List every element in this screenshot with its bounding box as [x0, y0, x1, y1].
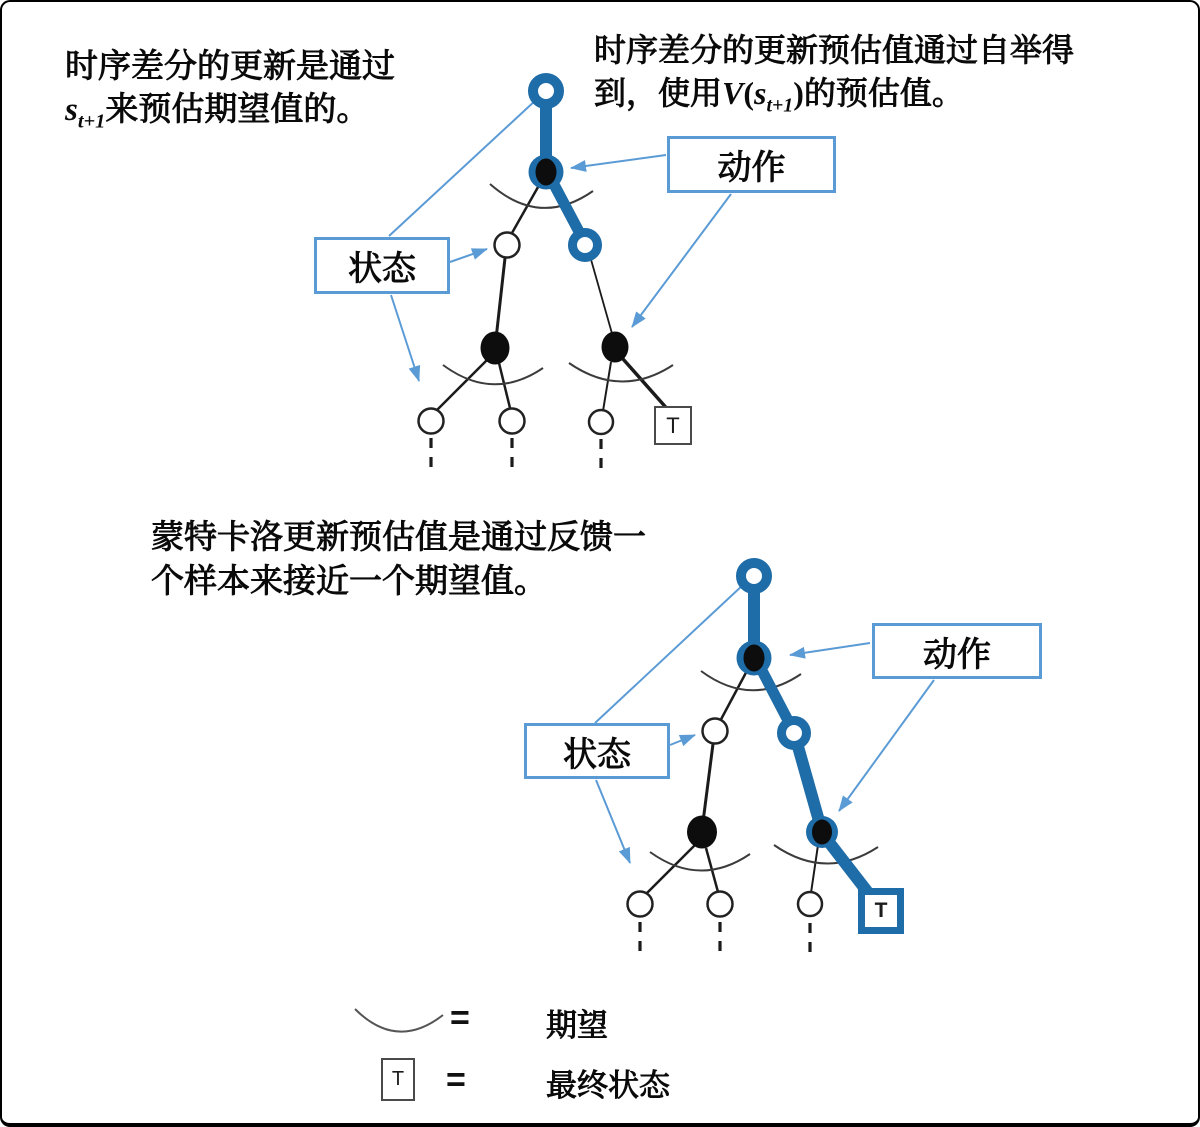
connector-state-down-arrow	[596, 780, 630, 863]
connector-action-to-lower-arrow	[839, 680, 934, 811]
connector-state-to-statenode-arrow	[670, 735, 695, 745]
connector-state-down-arrow	[391, 295, 419, 381]
td-state-label-box: 状态	[314, 237, 450, 294]
td-right-caption	[594, 29, 1074, 115]
connector-state-to-statenode-arrow	[450, 249, 487, 262]
action-node	[687, 816, 717, 849]
connector-state-to-root	[389, 99, 537, 236]
action-node	[602, 332, 629, 363]
connector-state-to-root	[595, 584, 744, 723]
td-action-label-box: 动作	[667, 136, 836, 193]
legend-expectation-arc	[355, 1009, 443, 1032]
td-left-caption-line2: $s_{t+1}$来预估期望值的。	[65, 92, 370, 133]
mc-black-edges	[644, 667, 818, 896]
connector-action-to-actionnode-arrow	[571, 155, 666, 168]
expectation-arc	[569, 363, 673, 382]
state-node	[798, 892, 822, 916]
mc-terminal-box: T	[858, 888, 904, 934]
state-node	[419, 409, 444, 434]
mc-caption-line1: 蒙特卡洛更新预估值是通过反馈一	[151, 520, 646, 556]
mc-highlight-path	[754, 580, 880, 908]
legend-equals-sign: =	[450, 999, 470, 1037]
expectation-arc	[443, 365, 543, 384]
root-state-node	[741, 563, 767, 589]
td-continuation-dashes	[431, 438, 601, 476]
td-right-caption-line2: 到，使用$V(s_{t+1})$的预估值。	[594, 75, 964, 117]
td-left-caption-line1: 时序差分的更新是通过	[65, 49, 395, 85]
expectation-arc	[650, 852, 750, 871]
mc-continuation-dashes	[640, 922, 810, 960]
state-node	[628, 892, 653, 917]
mc-action-label-box: 动作	[872, 623, 1042, 679]
td-expectation-arcs	[443, 184, 673, 384]
root-state-node	[533, 78, 559, 104]
connector-action-to-actionnode-arrow	[790, 643, 870, 655]
state-node	[708, 892, 733, 917]
mc-caption-line2: 个样本来接近一个期望值。	[151, 564, 547, 600]
state-node	[500, 409, 525, 434]
mc-caption	[151, 516, 646, 604]
connector-action-to-lower-arrow	[632, 194, 731, 327]
legend-equals-sign: =	[446, 1061, 466, 1099]
state-node	[495, 233, 520, 258]
state-node-highlighted	[782, 721, 807, 746]
td-black-edges	[435, 180, 670, 412]
td-terminal-box: T	[654, 406, 692, 445]
mc-state-label-box: 状态	[524, 723, 670, 779]
action-node	[481, 332, 510, 365]
state-node-highlighted	[573, 233, 598, 258]
legend-terminal-box: T	[381, 1058, 415, 1101]
td-left-caption	[65, 46, 395, 132]
state-node	[703, 719, 728, 744]
td-right-caption-line1: 时序差分的更新预估值通过自举得	[594, 32, 1075, 68]
legend-expectation-label: 期望	[546, 1008, 608, 1043]
action-node	[536, 159, 557, 186]
legend-terminal-state-label: 最终状态	[546, 1068, 670, 1103]
mc-expectation-arcs	[650, 671, 878, 871]
action-node	[744, 645, 765, 672]
action-node-highlighted	[812, 820, 832, 845]
state-node	[589, 410, 613, 434]
